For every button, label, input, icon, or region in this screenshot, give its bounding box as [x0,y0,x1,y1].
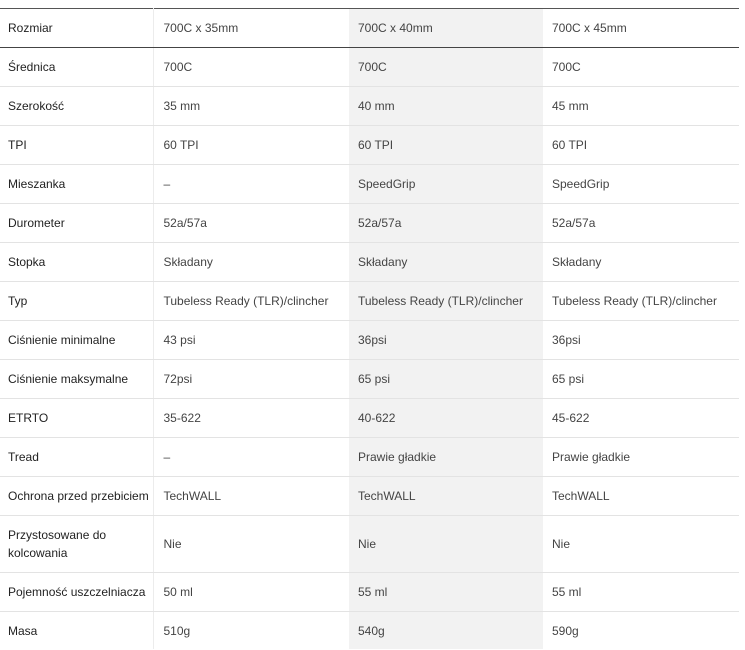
cell-40mm: 60 TPI [349,126,543,165]
cell-35mm: 700C [153,48,349,87]
cell-40mm: Składany [349,243,543,282]
cell-40mm: 55 ml [349,573,543,612]
row-pojemnosc-uszczelniacza [0,573,739,612]
cell-35mm: 43 psi [153,321,349,360]
cell-35mm: 52a/57a [153,204,349,243]
cell-35mm: 35-622 [153,399,349,438]
header-size-45mm: 700C x 45mm [543,9,739,48]
row-label: Przystosowane do kolcowania [0,516,153,573]
cell-40mm: 40 mm [349,87,543,126]
cell-45mm: Składany [543,243,739,282]
cell-35mm: – [153,438,349,477]
row-label: Stopka [0,243,153,282]
cell-40mm: 36psi [349,321,543,360]
cell-45mm: 590g [552,623,579,638]
row-label: Ciśnienie minimalne [0,321,153,360]
cell-40mm: 540g [349,612,543,650]
row-mieszanka [0,165,739,204]
cell-35mm: 50 ml [153,573,349,612]
cell-40mm: TechWALL [349,477,543,516]
row-label: ETRTO [0,399,153,438]
cell-45mm: Tubeless Ready (TLR)/clincher [543,282,739,321]
cell-45mm: 55 ml [543,573,739,612]
row-cisnienie-maksymalne [0,360,739,399]
cell-35mm: TechWALL [153,477,349,516]
row-masa [0,612,739,650]
row-durometer [0,204,739,243]
row-label: Tread [0,438,153,477]
row-stopka [0,243,739,282]
cell-40mm: Prawie gładkie [349,438,543,477]
cell-45mm: 36psi [543,321,739,360]
cell-40mm: 52a/57a [349,204,543,243]
row-etrto [0,399,739,438]
row-label: Mieszanka [0,165,153,204]
cell-40mm: Tubeless Ready (TLR)/clincher [349,282,543,321]
tire-spec-table [0,8,739,649]
cell-35mm: Składany [153,243,349,282]
row-tpi [0,126,739,165]
cell-45mm: TechWALL [543,477,739,516]
cell-40mm: 40-622 [349,399,543,438]
row-label: Masa [0,612,153,650]
row-label: Typ [0,282,153,321]
cell-45mm: 52a/57a [543,204,739,243]
header-size-40mm: 700C x 40mm [349,9,543,48]
header-label: Rozmiar [0,9,153,48]
row-label: Ciśnienie maksymalne [0,360,153,399]
cell-40mm: 65 psi [349,360,543,399]
cell-40mm: SpeedGrip [349,165,543,204]
cell-35mm: Nie [153,516,349,573]
row-ochrona-przed-przebiciem [0,477,739,516]
cell-45mm: 65 psi [543,360,739,399]
row-label: Durometer [0,204,153,243]
cell-45mm: Nie [543,516,739,573]
row-typ [0,282,739,321]
row-szerokosc [0,87,739,126]
cell-45mm: Prawie gładkie [543,438,739,477]
row-label: Szerokość [0,87,153,126]
row-tread [0,438,739,477]
cell-35mm: 35 mm [153,87,349,126]
row-przystosowane-do-kolcowania [0,516,739,573]
header-size-35mm: 700C x 35mm [153,9,349,48]
row-label: TPI [0,126,153,165]
cell-35mm: – [153,165,349,204]
cell-40mm: Nie [349,516,543,573]
cell-45mm: SpeedGrip [543,165,739,204]
cell-35mm: 72psi [153,360,349,399]
cell-35mm: 510g [163,623,191,638]
row-label: Średnica [0,48,153,87]
cell-45mm: 60 TPI [543,126,739,165]
row-cisnienie-minimalne [0,321,739,360]
header-row [0,9,739,48]
cell-45mm: 45-622 [543,399,739,438]
cell-40mm: 700C [349,48,543,87]
row-label: Pojemność uszczelniacza [0,573,153,612]
cell-45mm: 700C [543,48,739,87]
row-srednica [0,48,739,87]
row-label: Ochrona przed przebiciem [0,477,153,516]
cell-45mm: 45 mm [543,87,739,126]
cell-35mm: Tubeless Ready (TLR)/clincher [153,282,349,321]
cell-35mm: 60 TPI [153,126,349,165]
